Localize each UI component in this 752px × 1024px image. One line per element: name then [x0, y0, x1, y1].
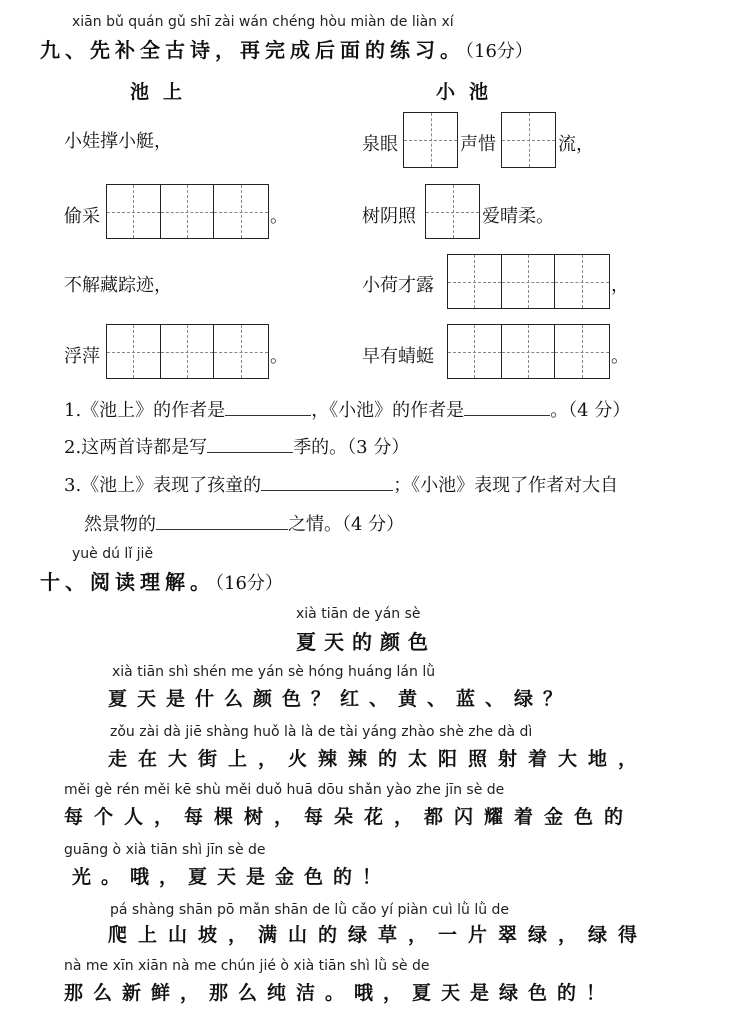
writing-cell[interactable]	[502, 325, 556, 378]
writing-cell[interactable]	[214, 325, 268, 378]
section9-heading: 九、先补全古诗，再完成后面的练习。	[40, 38, 465, 62]
section9-pinyin: xiān bǔ quán gǔ shī zài wán chéng hòu miàn de liàn xí	[72, 14, 454, 30]
poem2-line3-answer-grid[interactable]	[447, 254, 610, 309]
writing-cell[interactable]	[448, 255, 502, 308]
question-2-blank-season[interactable]	[207, 434, 293, 453]
reading-p6-pinyin: nà me xīn xiān nà me chún jié ò xià tiān shì lǜ sè de	[64, 958, 430, 974]
question-2-part-b: 季的。（3 分）	[293, 437, 410, 458]
question-3-blank-2[interactable]	[156, 511, 288, 530]
poem1-line1: 小娃撑小艇，	[64, 131, 172, 152]
reading-p4-text: 光。哦，夏天是金色的！	[72, 866, 392, 888]
reading-p2-pinyin: zǒu zài dà jiē shàng huǒ là là de tài yáng zhào shè zhe dà dì	[110, 724, 533, 740]
writing-cell[interactable]	[426, 185, 479, 238]
section9-score: （16分）	[465, 41, 533, 62]
question-1-blank-author-1[interactable]	[225, 397, 311, 416]
reading-p5-pinyin: pá shàng shān pō mǎn shān de lǜ cǎo yí piàn cuì lǜ lǜ de	[110, 902, 510, 918]
writing-cell[interactable]	[107, 325, 161, 378]
poem1-line4-prefix: 浮萍	[64, 346, 100, 367]
poem1-line4-suffix: 。	[270, 346, 288, 367]
writing-cell[interactable]	[502, 255, 556, 308]
poem2-line1-answer-grid-2[interactable]	[501, 112, 556, 168]
reading-title-pinyin: xià tiān de yán sè	[296, 606, 421, 622]
reading-p3-text: 每个人，每棵树，每朵花，都闪耀着金色的	[64, 806, 635, 828]
question-1-part-b: ，《小池》的作者是	[311, 400, 465, 421]
question-3-part-c: 然景物的	[84, 514, 156, 535]
writing-cell[interactable]	[161, 185, 215, 238]
question-3-part-a: 3.《池上》表现了孩童的	[64, 475, 262, 496]
reading-p3-pinyin: měi gè rén měi kē shù měi duǒ huā dōu shǎn yào zhe jīn sè de	[64, 782, 505, 798]
reading-p1-text: 夏天是什么颜色？红、黄、蓝、绿？	[108, 688, 573, 710]
section10-heading: 十、阅读理解。	[40, 570, 215, 594]
question-1	[64, 396, 630, 422]
section10-pinyin: yuè dú lǐ jiě	[72, 546, 154, 562]
reading-p5-text: 爬上山坡，满山的绿草，一片翠绿，绿得	[108, 924, 649, 946]
poem1-line2-answer-grid[interactable]	[106, 184, 269, 239]
poem1-line4-answer-grid[interactable]	[106, 324, 269, 379]
poem2-line2-prefix: 树阴照	[362, 206, 416, 227]
section10-score: （16分）	[215, 573, 283, 594]
writing-cell[interactable]	[161, 325, 215, 378]
poem1-title: 池上	[130, 81, 197, 103]
writing-cell[interactable]	[555, 325, 609, 378]
question-2	[64, 433, 409, 459]
question-3-continued	[84, 510, 404, 536]
writing-cell[interactable]	[502, 113, 555, 167]
poem2-line4-suffix: 。	[611, 346, 629, 367]
poem2-line4-prefix: 早有蜻蜓	[362, 346, 434, 367]
reading-title: 夏天的颜色	[296, 630, 436, 654]
question-3	[64, 471, 618, 497]
writing-cell[interactable]	[555, 255, 609, 308]
reading-p2-text: 走在大街上，火辣辣的太阳照射着大地，	[108, 748, 649, 770]
poem2-line1-part-b: 声惜	[460, 134, 496, 155]
poem2-line4-answer-grid[interactable]	[447, 324, 610, 379]
question-1-part-a: 1.《池上》的作者是	[64, 400, 226, 421]
writing-cell[interactable]	[404, 113, 457, 167]
writing-cell[interactable]	[107, 185, 161, 238]
poem2-line3-suffix: ，	[611, 275, 629, 296]
question-3-part-b: ；《小池》表现了作者对大自	[393, 475, 619, 496]
section9-heading-row	[40, 34, 533, 63]
section10-heading-row	[40, 566, 283, 595]
writing-cell[interactable]	[214, 185, 268, 238]
question-1-part-c: 。（4 分）	[550, 400, 631, 421]
poem2-title: 小池	[436, 81, 503, 103]
poem1-line2-suffix: 。	[270, 206, 288, 227]
poem2-line1-answer-grid-1[interactable]	[403, 112, 458, 168]
poem1-line3: 不解藏踪迹，	[64, 275, 172, 296]
poem2-line3-prefix: 小荷才露	[362, 275, 434, 296]
reading-p6-text: 那么新鲜，那么纯洁。哦，夏天是绿色的！	[64, 982, 616, 1004]
poem1-line2-prefix: 偷采	[64, 206, 100, 227]
poem2-line1-part-c: 流，	[558, 134, 594, 155]
poem2-line2-suffix: 爱晴柔。	[482, 206, 554, 227]
question-1-blank-author-2[interactable]	[464, 397, 550, 416]
poem2-line1-part-a: 泉眼	[362, 134, 398, 155]
question-2-part-a: 2.这两首诗都是写	[64, 437, 208, 458]
reading-p4-pinyin: guāng ò xià tiān shì jīn sè de	[64, 842, 266, 858]
question-3-blank-1[interactable]	[261, 472, 393, 491]
poem2-line2-answer-grid[interactable]	[425, 184, 480, 239]
writing-cell[interactable]	[448, 325, 502, 378]
reading-p1-pinyin: xià tiān shì shén me yán sè hóng huáng lán lǜ	[112, 664, 436, 680]
question-3-part-d: 之情。（4 分）	[288, 514, 405, 535]
